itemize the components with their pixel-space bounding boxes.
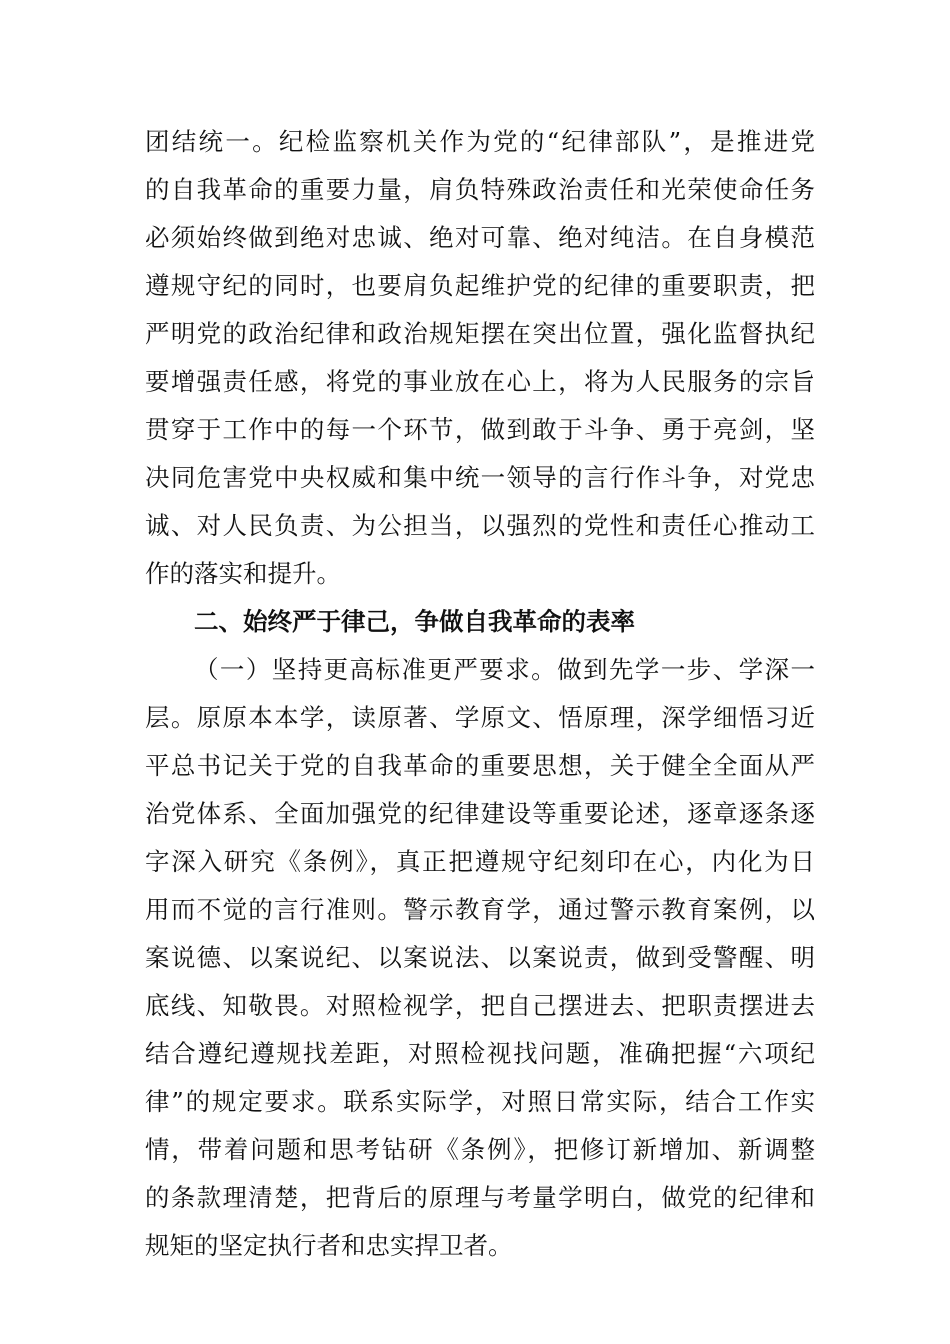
text-line: （一）坚持更高标准更严要求。做到先学一步、学深一 (194, 655, 815, 684)
text-line: 决同危害党中央权威和集中统一领导的言行作斗争，对党忠 (145, 463, 815, 492)
text-line: 诚、对人民负责、为公担当，以强烈的党性和责任心推动工 (145, 511, 815, 540)
section-heading: 二、始终严于律己，争做自我革命的表率 (194, 607, 635, 636)
text-line: 平总书记关于党的自我革命的重要思想，关于健全全面从严 (145, 751, 815, 780)
text-line: 层。原原本本学，读原著、学原文、悟原理，深学细悟习近 (145, 703, 815, 732)
text-line: 字深入研究《条例》，真正把遵规守纪刻印在心，内化为日 (145, 847, 815, 876)
text-line: 团结统一。纪检监察机关作为党的“纪律部队”，是推进党 (145, 127, 815, 156)
text-line: 必须始终做到绝对忠诚、绝对可靠、绝对纯洁。在自身模范 (145, 223, 815, 252)
text-line: 的条款理清楚，把背后的原理与考量学明白，做党的纪律和 (145, 1183, 815, 1212)
text-line: 严明党的政治纪律和政治规矩摆在突出位置，强化监督执纪 (145, 319, 815, 348)
text-line: 的自我革命的重要力量，肩负特殊政治责任和光荣使命任务 (145, 175, 815, 204)
text-line: 情，带着问题和思考钻研《条例》，把修订新增加、新调整 (145, 1135, 815, 1164)
text-line: 案说德、以案说纪、以案说法、以案说责，做到受警醒、明 (145, 943, 815, 972)
text-line: 底线、知敬畏。对照检视学，把自己摆进去、把职责摆进去 (145, 991, 815, 1020)
text-line: 贯穿于工作中的每一个环节，做到敢于斗争、勇于亮剑，坚 (145, 415, 815, 444)
text-line: 遵规守纪的同时，也要肩负起维护党的纪律的重要职责，把 (145, 271, 815, 300)
text-line: 用而不觉的言行准则。警示教育学，通过警示教育案例，以 (145, 895, 815, 924)
text-line: 规矩的坚定执行者和忠实捍卫者。 (145, 1231, 513, 1260)
text-line: 要增强责任感，将党的事业放在心上，将为人民服务的宗旨 (145, 367, 815, 396)
text-line: 律”的规定要求。联系实际学，对照日常实际，结合工作实 (145, 1087, 815, 1116)
text-line: 结合遵纪遵规找差距，对照检视找问题，准确把握“六项纪 (145, 1039, 815, 1068)
text-line: 治党体系、全面加强党的纪律建设等重要论述，逐章逐条逐 (145, 799, 815, 828)
text-line: 作的落实和提升。 (145, 559, 341, 588)
document-body (145, 118, 815, 1270)
